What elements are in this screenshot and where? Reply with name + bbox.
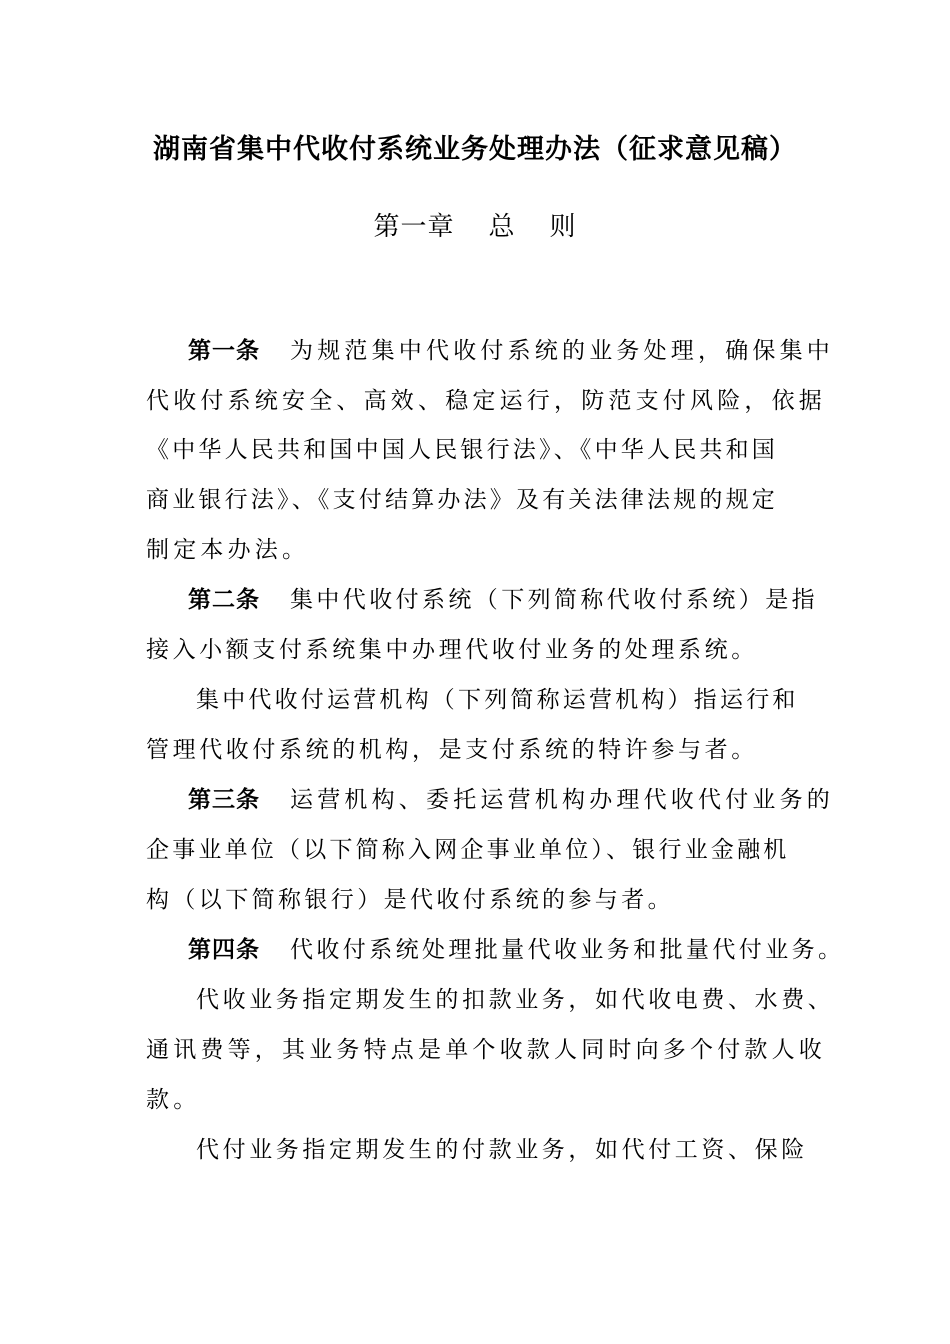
article-1-label: 第一条	[188, 338, 260, 364]
article-2-line-2: 接入小额支付系统集中办理代收付业务的处理系统。	[146, 637, 758, 663]
article-3-label: 第三条	[188, 787, 260, 813]
article-2-para-2-line-2: 管理代收付系统的机构，是支付系统的特许参与者。	[146, 737, 758, 763]
chapter-heading	[0, 207, 950, 247]
article-4-para-2-line-2: 通讯费等，其业务特点是单个收款人同时向多个付款人收	[146, 1037, 826, 1063]
chapter-name-part2: 则	[549, 212, 577, 242]
document-title: 湖南省集中代收付系统业务处理办法（征求意见稿）	[153, 134, 797, 165]
article-1-line-2: 代收付系统安全、高效、稳定运行，防范支付风险，依据	[146, 388, 826, 414]
article-4-label: 第四条	[188, 937, 260, 963]
article-1-line-5: 制定本办法。	[146, 537, 310, 563]
article-4-para-2-line-3: 款。	[146, 1087, 201, 1113]
article-3-line-3: 构（以下简称银行）是代收付系统的参与者。	[146, 887, 674, 913]
article-4-para-3-line-1: 代付业务指定期发生的付款业务，如代付工资、保险	[196, 1137, 808, 1163]
article-3-line-2: 企事业单位（以下简称入网企事业单位）、银行业金融机	[146, 837, 790, 863]
article-4-text-1: 代收付系统处理批量代收业务和批量代付业务。	[290, 937, 845, 963]
article-4-para-2-line-1: 代收业务指定期发生的扣款业务，如代收电费、水费、	[196, 987, 835, 1013]
article-1-line-4: 商业银行法》、《支付结算办法》及有关法律法规的规定	[146, 487, 778, 513]
article-1-text-1: 为规范集中代收付系统的业务处理，确保集中	[290, 338, 834, 364]
article-3-line-1	[146, 785, 868, 815]
article-2-para-2-line-1: 集中代收付运营机构（下列简称运营机构）指运行和	[196, 687, 799, 713]
article-4-line-1	[146, 935, 868, 965]
chapter-name-part1: 总	[488, 212, 516, 242]
chapter-number: 第一章	[373, 212, 455, 242]
article-2-text-1: 集中代收付系统（下列简称代收付系统）是指	[290, 587, 818, 613]
article-3-text-1: 运营机构、委托运营机构办理代收代付业务的	[290, 787, 834, 813]
article-2-label: 第二条	[188, 587, 260, 613]
article-1-line-1	[146, 336, 868, 366]
article-1-line-3: 《中华人民共和国中国人民银行法》、《中华人民共和国	[146, 437, 778, 463]
article-2-line-1	[146, 585, 868, 615]
